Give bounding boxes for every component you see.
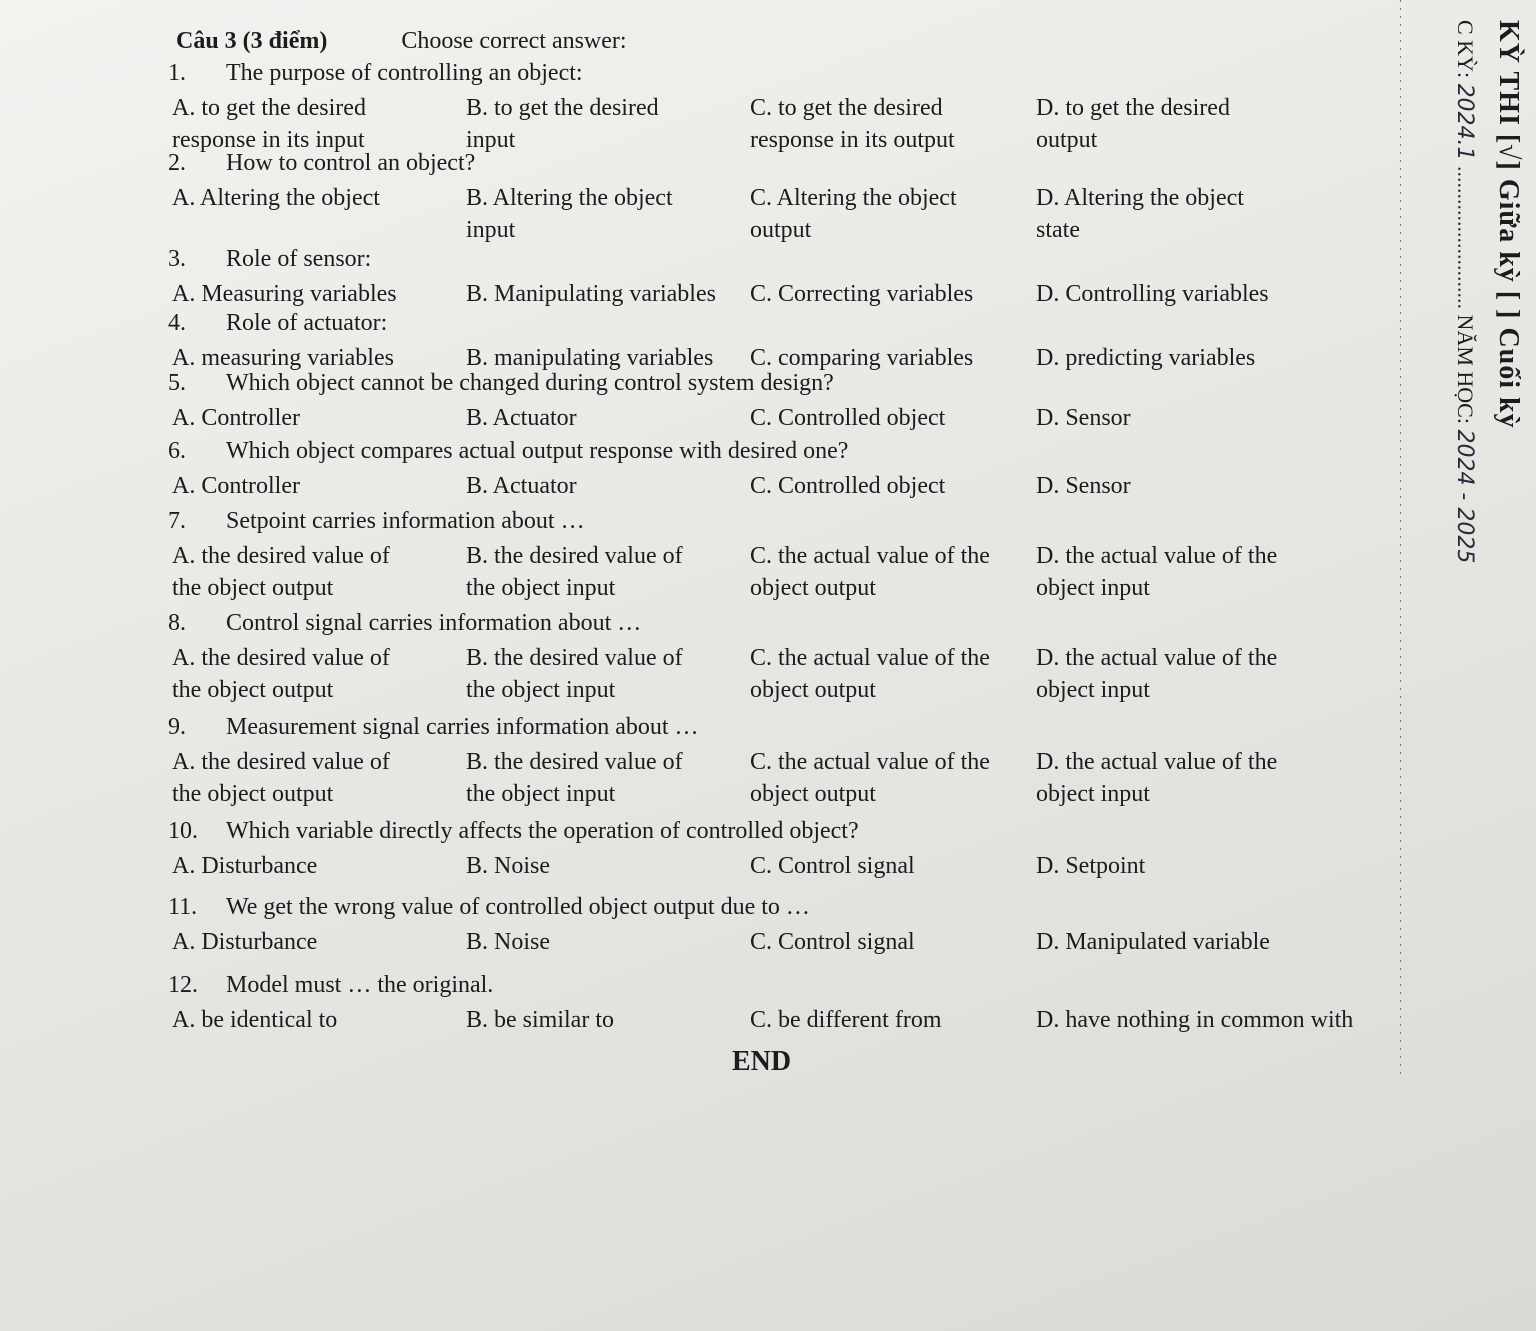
option-line: object output [750,575,876,601]
option-line: object input [1036,781,1150,807]
option-line: D. to get the desired [1036,95,1230,121]
option-d [1036,850,1145,882]
option-line: input [466,217,516,243]
dotted-fill: .......................... [1453,166,1478,310]
exam-sheet [120,10,1410,1090]
question-text: Model must … the original. [226,972,494,998]
question-stem [168,818,859,845]
option-line: A. Measuring variables [172,281,397,307]
option-line: output [750,217,812,243]
question-number: 11. [168,894,198,920]
option-line: B. Noise [466,853,550,879]
option-a [172,850,317,882]
option-a [172,278,397,310]
option-line: input [466,127,516,153]
option-a [172,540,390,604]
question-text: Which object cannot be changed during control system design? [226,370,834,396]
option-line: C. the actual value of the [750,543,990,569]
option-line: the object input [466,677,616,703]
question-number: 6. [168,438,186,464]
option-c [750,850,915,882]
option-line: B. Altering the object [466,185,673,211]
option-line: D. the actual value of the [1036,645,1278,671]
option-line: A. the desired value of [172,645,390,671]
option-line: C. Control signal [750,853,915,879]
question-stem [168,438,848,465]
option-d [1036,182,1244,246]
option-line: D. predicting variables [1036,345,1256,371]
question-text: The purpose of controlling an object: [226,60,583,86]
question-number: 7. [168,508,186,534]
option-line: the object output [172,677,334,703]
option-d [1036,1004,1353,1036]
option-c [750,926,915,958]
question-number: 12. [168,972,198,998]
question-number: 3. [168,246,186,272]
option-b [466,92,659,156]
question-stem [168,150,475,177]
question-number: 5. [168,370,186,396]
option-line: A. measuring variables [172,345,394,371]
option-d [1036,926,1270,958]
question-text: Which variable directly affects the operation of controlled object? [226,818,859,844]
option-line: C. Controlled object [750,473,946,499]
option-b [466,470,577,502]
option-line: A. Controller [172,473,300,499]
option-d [1036,540,1277,604]
option-line: output [1036,127,1098,153]
option-c [750,642,990,706]
option-line: B. Manipulating variables [466,281,716,307]
option-a [172,402,300,434]
option-line: A. the desired value of [172,749,390,775]
option-d [1036,642,1277,706]
semester-value: 2024.1 [1452,83,1477,161]
option-line: D. Sensor [1036,405,1131,431]
section-title: Câu 3 (3 điểm) [176,28,328,54]
option-line: the object input [466,575,616,601]
option-d [1036,402,1131,434]
question-text: Measurement signal carries information about … [226,714,699,740]
option-line: C. Altering the object [750,185,957,211]
option-line: the object output [172,781,334,807]
option-line: A. Controller [172,405,300,431]
option-a [172,470,300,502]
option-a [172,642,390,706]
option-line: B. be similar to [466,1007,614,1033]
option-line: object output [750,781,876,807]
option-c [750,746,990,810]
option-line: D. Controlling variables [1036,281,1269,307]
year-value: 2024 - 2025 [1452,429,1477,564]
option-line: B. Noise [466,929,550,955]
option-b [466,642,683,706]
question-stem [168,714,699,741]
question-number: 10. [168,818,198,844]
option-line: C. Controlled object [750,405,946,431]
exam-type-label: KỲ THI [√] Giữa kỳ [ ] Cuối kỳ [1493,20,1524,429]
question-stem [168,894,810,921]
question-text: Setpoint carries information about … [226,508,585,534]
option-line: B. the desired value of [466,749,683,775]
option-line: A. to get the desired [172,95,366,121]
option-b [466,746,683,810]
question-text: We get the wrong value of controlled object output due to … [226,894,810,920]
option-a [172,182,380,214]
option-d [1036,470,1131,502]
section-header [176,28,627,55]
question-stem [168,60,583,87]
question-stem [168,246,371,273]
option-line: the object output [172,575,334,601]
option-d [1036,342,1255,374]
exam-period-info [1452,20,1478,563]
question-number: 1. [168,60,186,86]
question-stem [168,508,585,535]
option-line: C. to get the desired [750,95,943,121]
option-line: D. Sensor [1036,473,1131,499]
option-line: A. Disturbance [172,853,318,879]
option-line: D. Altering the object [1036,185,1244,211]
question-text: How to control an object? [226,150,476,176]
dotted-margin [1400,0,1401,1080]
option-line: A. be identical to [172,1007,338,1033]
option-line: A. the desired value of [172,543,390,569]
option-c [750,182,957,246]
option-c [750,470,945,502]
question-stem [168,610,641,637]
question-text: Role of actuator: [226,310,388,336]
question-stem [168,310,387,337]
option-d [1036,92,1230,156]
year-label: NĂM HỌC: [1453,314,1478,424]
option-line: C. Control signal [750,929,915,955]
option-c [750,540,990,604]
option-line: D. Manipulated variable [1036,929,1270,955]
option-line: C. Correcting variables [750,281,974,307]
option-line: D. have nothing in common with [1036,1007,1354,1033]
option-b [466,926,550,958]
option-d [1036,278,1269,310]
option-c [750,1004,942,1036]
option-line: the object input [466,781,616,807]
option-c [750,92,955,156]
option-a [172,746,390,810]
option-line: C. the actual value of the [750,749,990,775]
option-line: object input [1036,575,1150,601]
option-line: A. Disturbance [172,929,318,955]
option-line: C. comparing variables [750,345,974,371]
option-c [750,402,945,434]
option-line: object output [750,677,876,703]
question-text: Which object compares actual output response with desired one? [226,438,849,464]
question-number: 2. [168,150,186,176]
option-line: state [1036,217,1080,243]
option-a [172,92,366,156]
option-d [1036,746,1277,810]
question-text: Role of sensor: [226,246,372,272]
option-line: C. the actual value of the [750,645,990,671]
option-line: B. the desired value of [466,645,683,671]
option-line: response in its input [172,127,365,153]
option-line: D. the actual value of the [1036,543,1278,569]
option-line: C. be different from [750,1007,942,1033]
option-b [466,278,716,310]
option-line: B. manipulating variables [466,345,714,371]
section-instruction: Choose correct answer: [401,28,627,54]
option-b [466,540,683,604]
option-line: A. Altering the object [172,185,380,211]
question-stem [168,972,493,999]
option-c [750,278,973,310]
option-line: D. Setpoint [1036,853,1146,879]
option-b [466,850,550,882]
option-line: D. the actual value of the [1036,749,1278,775]
option-a [172,926,317,958]
semester-label: C KỲ: [1453,20,1478,79]
option-b [466,402,577,434]
option-b [466,1004,614,1036]
option-line: response in its output [750,127,955,153]
option-line: B. the desired value of [466,543,683,569]
end-label: END [732,1046,792,1077]
option-line: B. Actuator [466,405,577,431]
option-a [172,1004,337,1036]
question-text: Control signal carries information about … [226,610,642,636]
option-b [466,182,673,246]
option-line: B. to get the desired [466,95,659,121]
option-line: object input [1036,677,1150,703]
question-stem [168,370,834,397]
question-number: 9. [168,714,186,740]
question-number: 4. [168,310,186,336]
question-number: 8. [168,610,186,636]
option-line: B. Actuator [466,473,577,499]
